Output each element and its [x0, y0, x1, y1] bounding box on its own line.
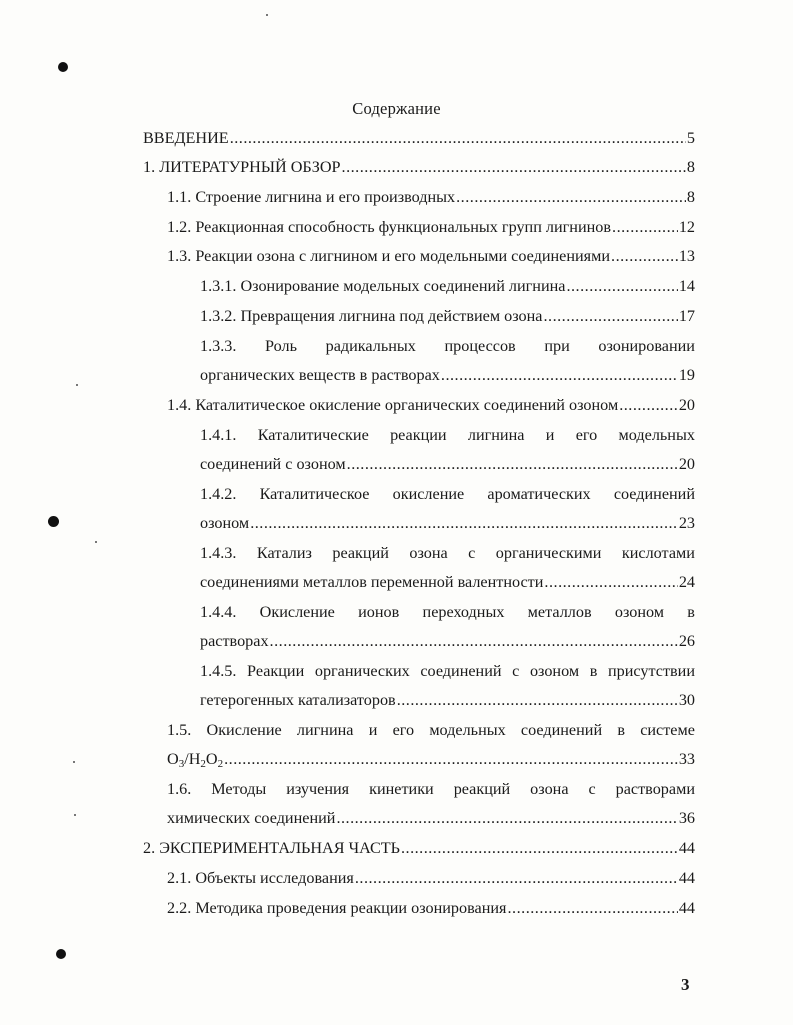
- dot-leader: [270, 631, 678, 651]
- toc-word: процессов: [444, 337, 516, 355]
- toc-word: металлов: [527, 603, 592, 621]
- binder-hole-bottom: [56, 949, 66, 959]
- toc-word: кинетики: [369, 780, 434, 798]
- dot-leader: [336, 808, 677, 828]
- scan-speck: [95, 541, 97, 543]
- toc-entry-text: соединений с озоном: [200, 455, 346, 473]
- dot-leader: [224, 749, 678, 769]
- dot-leader: [441, 365, 678, 385]
- toc-word: лигнина: [467, 426, 525, 444]
- toc-word: радикальных: [325, 337, 416, 355]
- toc-word: озоном: [529, 662, 580, 680]
- toc-entry-2-1[interactable]: [167, 868, 695, 888]
- toc-entry-page: 44: [678, 899, 695, 917]
- toc-entry-introduction[interactable]: [143, 128, 695, 148]
- toc-entry-page: 8: [686, 188, 695, 206]
- toc-entry-1-6[interactable]: [167, 779, 695, 828]
- toc-word: 1.4.4.: [200, 603, 237, 621]
- toc-entry-line2: [200, 513, 695, 533]
- toc-entry-page: 26: [678, 632, 695, 650]
- formula-part: /H: [184, 750, 201, 768]
- toc-word: соединений: [613, 485, 695, 503]
- toc-entry-text: 1.3.2. Превращения лигнина под действием озона: [200, 307, 543, 325]
- toc-word: 1.3.3.: [200, 337, 237, 355]
- binder-hole-middle: [48, 516, 59, 527]
- toc-word: ароматических: [487, 485, 591, 503]
- toc-entry-1-2[interactable]: [167, 217, 695, 237]
- toc-entry-text: 1. ЛИТЕРАТУРНЫЙ ОБЗОР: [143, 158, 341, 176]
- toc-word: его: [575, 426, 598, 444]
- toc-entry-line1: [200, 602, 695, 622]
- toc-entry-page: 36: [678, 809, 695, 827]
- toc-entry-line2: [200, 690, 695, 710]
- formula-part: O: [205, 750, 218, 768]
- scan-speck: [74, 814, 76, 816]
- toc-entry-page: 19: [678, 366, 695, 384]
- toc-word: реакции: [390, 426, 447, 444]
- toc-entry-line2: [200, 454, 695, 474]
- toc-entry-page: 33: [678, 750, 695, 768]
- toc-entry-line2: [167, 749, 695, 769]
- toc-word: окисление: [392, 485, 465, 503]
- toc-entry-text: 1.3. Реакции озона с лигнином и его модельными соединениями: [167, 247, 611, 265]
- toc-entry-line1: [167, 720, 695, 740]
- toc-entry-line2: [200, 631, 695, 651]
- toc-word: в: [589, 662, 598, 680]
- toc-word: озоном: [614, 603, 665, 621]
- toc-word: 1.4.2.: [200, 485, 237, 503]
- toc-word: изучения: [286, 780, 350, 798]
- toc-word: лигнина: [296, 721, 354, 739]
- toc-word: и: [368, 721, 378, 739]
- toc-entry-text: 1.4. Каталитическое окисление органических соединений озоном: [167, 396, 619, 414]
- toc-entry-1-1[interactable]: [167, 187, 695, 207]
- toc-word: с: [588, 780, 596, 798]
- toc-entry-page: 17: [678, 307, 695, 325]
- toc-entry-page: 13: [678, 247, 695, 265]
- toc-word: Каталитическое: [259, 485, 370, 503]
- toc-entry-text: 1.3.1. Озонирование модельных соединений лигнина: [200, 277, 566, 295]
- dot-leader: [456, 187, 686, 207]
- toc-word: 1.4.1.: [200, 426, 237, 444]
- toc-entry-literature-review[interactable]: [143, 157, 695, 177]
- toc-word: Роль: [265, 337, 297, 355]
- toc-word: при: [544, 337, 570, 355]
- toc-entry-text: ВВЕДЕНИЕ: [143, 129, 229, 147]
- toc-word: модельных: [618, 426, 695, 444]
- toc-word: с: [468, 544, 476, 562]
- toc-entry-2-2[interactable]: [167, 898, 695, 918]
- dot-leader: [543, 306, 677, 326]
- toc-word: соединений: [420, 662, 502, 680]
- toc-entry-1-4-2[interactable]: [200, 484, 695, 533]
- toc-entry-text: соединениями металлов переменной валентности: [200, 573, 544, 591]
- toc-entry-page: 44: [678, 869, 695, 887]
- dot-leader: [566, 276, 677, 296]
- toc-entry-text: химических соединений: [167, 809, 336, 827]
- toc-entry-line1: [200, 336, 695, 356]
- toc-word: его: [392, 721, 415, 739]
- toc-entry-page: 20: [678, 455, 695, 473]
- toc-entry-text: 2.2. Методика проведения реакции озонирования: [167, 899, 507, 917]
- dot-leader: [401, 838, 678, 858]
- toc-word: и: [545, 426, 555, 444]
- toc-word: модельных: [429, 721, 506, 739]
- binder-hole-top: [58, 62, 68, 72]
- toc-entry-text: растворах: [200, 632, 269, 650]
- toc-entry-1-5[interactable]: [167, 720, 695, 769]
- toc-entry-text: 2.1. Объекты исследования: [167, 869, 354, 887]
- dot-leader: [544, 572, 677, 592]
- toc-entry-1-3-3[interactable]: [200, 336, 695, 385]
- toc-word: Катализ: [256, 544, 312, 562]
- toc-word: Методы: [211, 780, 267, 798]
- toc-word: органическими: [495, 544, 602, 562]
- toc-entry-page: 20: [678, 396, 695, 414]
- toc-word: соединений: [520, 721, 603, 739]
- toc-entry-experimental[interactable]: [143, 838, 695, 858]
- toc-title: Содержание: [352, 99, 441, 118]
- dot-leader: [619, 395, 678, 415]
- dot-leader: [397, 690, 678, 710]
- toc-entry-text: 1.1. Строение лигнина и его производных: [167, 188, 456, 206]
- toc-word: системе: [640, 721, 695, 739]
- toc-word: 1.4.5.: [200, 662, 237, 680]
- toc-word: реакций: [453, 780, 511, 798]
- toc-entry-1-3-2[interactable]: [200, 306, 695, 326]
- dot-leader: [347, 454, 678, 474]
- toc-word: органических: [314, 662, 410, 680]
- toc-word: с: [512, 662, 520, 680]
- toc-word: растворами: [615, 780, 695, 798]
- scan-speck: [76, 384, 78, 386]
- toc-entry-line2: [167, 808, 695, 828]
- toc-entry-page: 24: [678, 573, 695, 591]
- toc-entry-page: 30: [678, 691, 695, 709]
- scan-speck: [266, 14, 268, 16]
- dot-leader: [611, 246, 678, 266]
- formula-part: O: [167, 750, 179, 768]
- toc-word: Окисление: [206, 721, 282, 739]
- toc-word: озона: [409, 544, 448, 562]
- toc-entry-1-4-1[interactable]: [200, 425, 695, 474]
- toc-entry-page: 5: [686, 129, 695, 147]
- toc-entry-1-4-5[interactable]: [200, 661, 695, 710]
- toc-entry-1-3-1[interactable]: [200, 276, 695, 296]
- toc-entry-text: 1.2. Реакционная способность функциональных групп лигнинов: [167, 218, 612, 236]
- toc-word: в: [617, 721, 625, 739]
- toc-entry-page: 8: [686, 158, 695, 176]
- formula-subscript: 2: [200, 758, 206, 770]
- toc-word: кислотами: [621, 544, 695, 562]
- toc-word: переходных: [422, 603, 505, 621]
- toc-entry-line2: [200, 365, 695, 385]
- toc-entry-text: 2. ЭКСПЕРИМЕНТАЛЬНАЯ ЧАСТЬ: [143, 839, 400, 857]
- dot-leader: [355, 868, 678, 888]
- scan-speck: [73, 761, 75, 763]
- toc-word: озонировании: [598, 337, 695, 355]
- toc-entry-line2: [200, 572, 695, 592]
- toc-word: реакций: [332, 544, 389, 562]
- toc-entry-1-4-3[interactable]: [200, 543, 695, 592]
- toc-word: в: [687, 603, 695, 621]
- toc-word: озона: [530, 780, 569, 798]
- toc-entry-text: гетерогенных катализаторов: [200, 691, 396, 709]
- toc-entry-line1: [200, 425, 695, 445]
- toc-word: Каталитические: [257, 426, 369, 444]
- formula-o3-h2o2: [167, 749, 223, 769]
- dot-leader: [612, 217, 678, 237]
- toc-entry-1-4-4[interactable]: [200, 602, 695, 651]
- dot-leader: [230, 128, 686, 148]
- toc-word: 1.4.3.: [200, 544, 237, 562]
- toc-entry-page: 44: [678, 839, 695, 857]
- formula-subscript: 2: [217, 758, 224, 770]
- toc-word: Реакции: [247, 662, 305, 680]
- toc-entry-1-3[interactable]: [167, 246, 695, 266]
- toc-word: 1.6.: [167, 780, 192, 798]
- formula-subscript: 3: [178, 758, 185, 770]
- toc-entry-text: озоном: [200, 514, 250, 532]
- dot-leader: [508, 898, 678, 918]
- toc-entry-line1: [167, 779, 695, 799]
- page-number: 3: [681, 975, 690, 994]
- toc-entry-text: органических веществ в растворах: [200, 366, 440, 384]
- toc-word: Окисление: [259, 603, 335, 621]
- toc-word: ионов: [358, 603, 400, 621]
- toc-entry-line1: [200, 484, 695, 504]
- toc-entry-page: 14: [678, 277, 695, 295]
- toc-entry-1-4[interactable]: [167, 395, 695, 415]
- toc-word: присутствии: [608, 662, 695, 680]
- toc-entry-page: 12: [678, 218, 695, 236]
- toc-entry-line1: [200, 543, 695, 563]
- dot-leader: [250, 513, 678, 533]
- dot-leader: [342, 157, 686, 177]
- toc-entry-line1: [200, 661, 695, 681]
- toc-word: 1.5.: [167, 721, 192, 739]
- toc-entry-page: 23: [678, 514, 695, 532]
